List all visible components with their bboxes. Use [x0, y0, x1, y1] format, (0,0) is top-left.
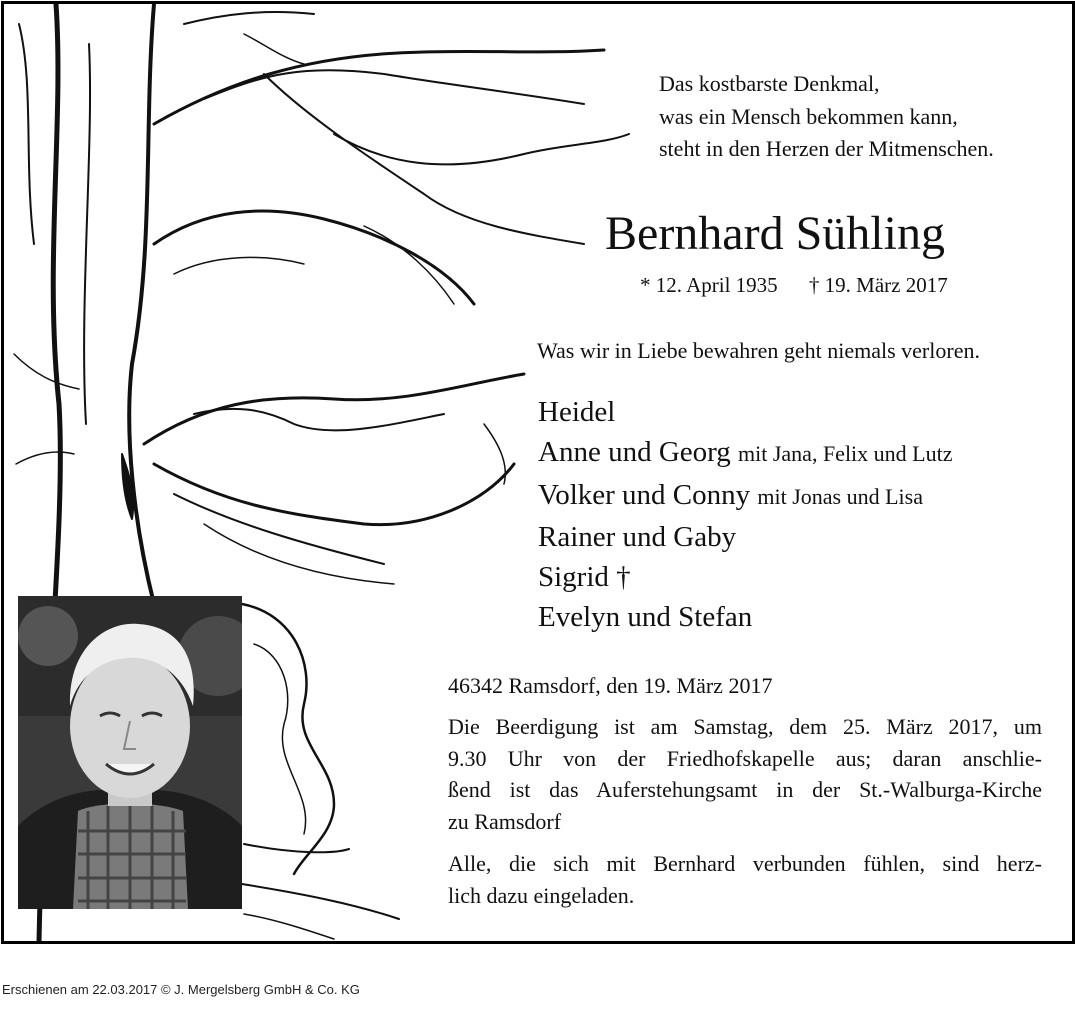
quote-line: Das kostbarste Denkmal,: [659, 71, 880, 96]
family-extra: mit Jonas und Lisa: [757, 483, 923, 509]
family-main: Evelyn und Stefan: [538, 601, 753, 634]
birth-date: * 12. April 1935: [640, 273, 778, 297]
family-entry: [538, 597, 952, 637]
life-dates: [640, 270, 948, 300]
family-main: Rainer und Gaby: [538, 520, 737, 553]
publication-footer: Erschienen am 22.03.2017 © J. Mergelsberg GmbH & Co. KG: [2, 982, 360, 997]
text-line: ßend ist das Auferstehungsamt in der St.-Walburga-Kirche: [448, 777, 1042, 802]
family-main: Sigrid †: [538, 561, 631, 594]
quote-line: was ein Mensch bekommen kann,: [659, 103, 958, 129]
family-entry: [538, 432, 952, 474]
family-extra: mit Jana, Felix und Lutz: [738, 441, 953, 467]
invitation: [448, 848, 1042, 911]
portrait-photo: [18, 596, 242, 909]
text-line: zu Ramsdorf: [448, 808, 562, 834]
funeral-details: [448, 711, 1042, 837]
quote-line: steht in den Herzen der Mitmenschen.: [659, 136, 994, 161]
family-entry: [538, 557, 952, 597]
family-main: Heidel: [538, 396, 616, 428]
family-main: Anne und Georg: [538, 436, 731, 469]
family-entry: [538, 475, 952, 517]
obituary-frame: [1, 1, 1075, 944]
family-entry: [538, 392, 952, 432]
text-line: Die Beerdigung ist am Samstag, dem 25. März 2017, um: [448, 714, 1042, 739]
text-line: lich dazu eingeladen.: [448, 882, 635, 908]
family-main: Volker und Conny: [538, 478, 751, 511]
family-entry: [538, 517, 952, 557]
place-date: 46342 Ramsdorf, den 19. März 2017: [448, 673, 773, 698]
text-line: 9.30 Uhr von der Friedhofskapelle aus; daran anschlie-: [448, 745, 1042, 771]
death-date: † 19. März 2017: [808, 273, 948, 297]
motto: Was wir in Liebe bewahren geht niemals verloren.: [537, 338, 980, 363]
family-list: [538, 392, 952, 638]
memorial-quote: [659, 68, 994, 166]
deceased-name: Bernhard Sühling: [605, 207, 945, 260]
text-line: Alle, die sich mit Bernhard verbunden fühlen, sind herz-: [448, 851, 1042, 876]
